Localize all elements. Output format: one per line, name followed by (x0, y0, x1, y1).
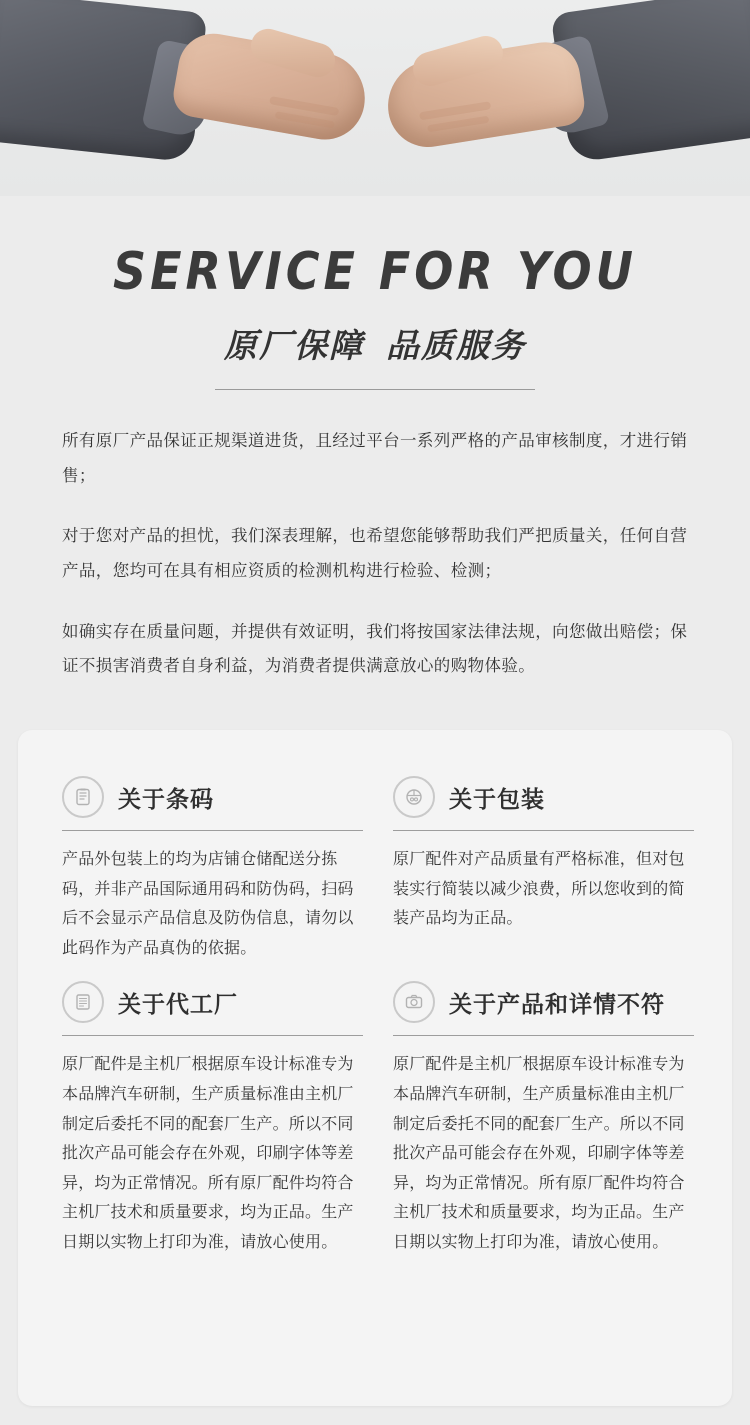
title-chinese-left: 原厂保障 (224, 327, 364, 364)
faq-card-title: 关于产品和详情不符 (449, 990, 665, 1017)
title-chinese-right: 品质服务 (386, 327, 526, 364)
faq-card-title: 关于条码 (118, 785, 214, 812)
intro-paragraph: 所有原厂产品保证正规渠道进货，且经过平台一系列严格的产品审核制度，才进行销售； (62, 432, 688, 485)
package-icon (393, 776, 435, 818)
faq-panel (18, 730, 732, 1406)
faq-card-product-mismatch (393, 981, 694, 1257)
faq-card-packaging (393, 776, 694, 963)
section-header (0, 196, 750, 390)
factory-document-icon (62, 981, 104, 1023)
faq-card-rule (393, 1035, 694, 1036)
faq-card-title: 关于包装 (449, 785, 545, 812)
handshake-hero-image (0, 0, 750, 196)
title-chinese (0, 320, 750, 367)
faq-card-factory (62, 981, 363, 1257)
barcode-icon (62, 776, 104, 818)
faq-card-rule (393, 830, 694, 831)
faq-card-barcode (62, 776, 363, 963)
faq-card-rule (62, 830, 363, 831)
faq-card-body: 原厂配件是主机厂根据原车设计标准专为本品牌汽车研制，生产质量标准由主机厂制定后委托不同的配套厂生产。所以不同批次产品可能会存在外观，印刷字体等差异，均为正常情况。所有原厂配件均符合主机厂技术和质量要求，均为正品。生产日期以实物上打印为准，请放心使用。 (62, 1056, 354, 1251)
intro-paragraph: 如确实存在质量问题，并提供有效证明，我们将按国家法律法规，向您做出赔偿；保证不损害消费者自身利益，为消费者提供满意放心的购物体验。 (62, 622, 688, 676)
faq-card-header (393, 981, 694, 1033)
intro-paragraphs (62, 424, 688, 684)
header-divider (215, 389, 535, 390)
camera-icon (393, 981, 435, 1023)
faq-card-rule (62, 1035, 363, 1036)
faq-card-body: 产品外包装上的均为店铺仓储配送分拣码，并非产品国际通用码和防伪码，扫码后不会显示产品信息及防伪信息，请勿以此码作为产品真伪的依据。 (62, 851, 354, 957)
faq-card-header (393, 776, 694, 828)
faq-card-grid (18, 730, 732, 1258)
faq-card-body: 原厂配件是主机厂根据原车设计标准专为本品牌汽车研制，生产质量标准由主机厂制定后委托不同的配套厂生产。所以不同批次产品可能会存在外观，印刷字体等差异，均为正常情况。所有原厂配件均符合主机厂技术和质量要求，均为正品。生产日期以实物上打印为准，请放心使用。 (393, 1056, 685, 1251)
faq-card-header (62, 981, 363, 1033)
faq-card-body: 原厂配件对产品质量有严格标准，但对包装实行简装以减少浪费，所以您收到的简装产品均为正品。 (393, 851, 685, 928)
intro-paragraph: 对于您对产品的担忧，我们深表理解，也希望您能够帮助我们严把质量关，任何自营产品，您均可在具有相应资质的检测机构进行检验、检测； (62, 527, 688, 580)
faq-card-title: 关于代工厂 (118, 990, 238, 1017)
faq-card-header (62, 776, 363, 828)
title-english: SERVICE FOR YOU (113, 240, 637, 302)
